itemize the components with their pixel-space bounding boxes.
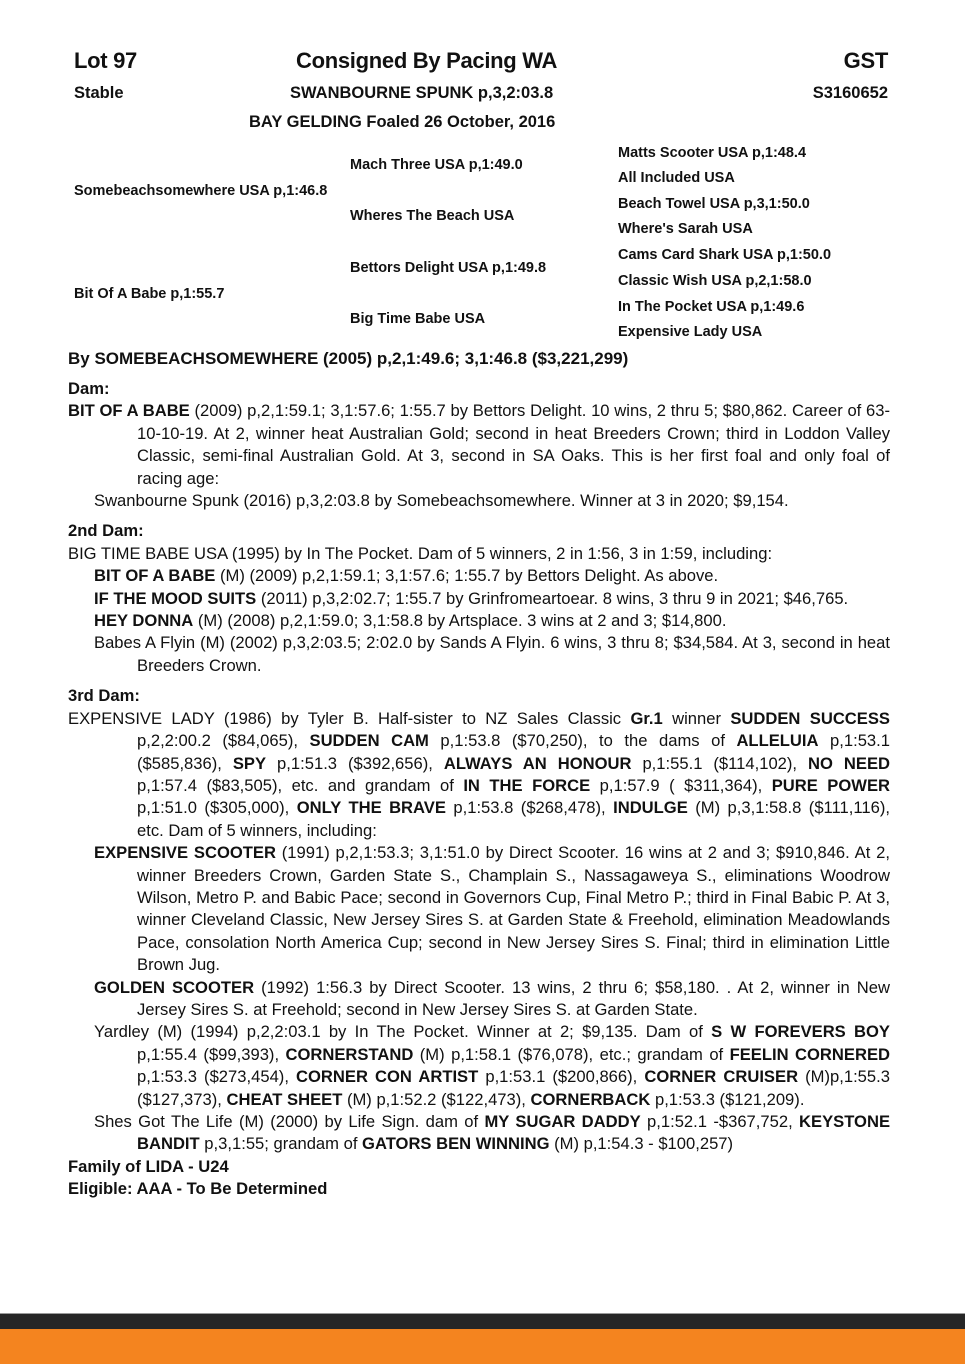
- horse-name: SWANBOURNE SPUNK p,3,2:03.8: [290, 84, 554, 102]
- horse-name-bold: ALWAYS AN HONOUR: [443, 753, 632, 773]
- dam3-entry: [68, 977, 890, 1022]
- family-line: Family of LIDA - U24: [68, 1156, 229, 1176]
- pedigree-gen3: Cams Card Shark USA p,1:50.0: [618, 247, 832, 263]
- horse-name-bold: CHEAT SHEET: [226, 1089, 343, 1109]
- dam2-entry: Babes A Flyin (M) (2002) p,3,2:03.5; 2:02.0 by Sands A Flyin. 6 wins, 3 thru 8; $34,584. At 3, second in heat Breeders Crown.: [94, 633, 890, 675]
- text-run: Shes Got The Life (M) (2000) by Life Sign. dam of: [94, 1112, 485, 1131]
- dam2-entry: IF THE MOOD SUITS (2011) p,3,2:02.7; 1:55.7 by Grinfromeartoear. 8 wins, 3 thru 9 in 2021; $46,765.: [94, 588, 849, 608]
- text-run: p,1:55.1 ($114,102),: [631, 753, 809, 773]
- footer-dark-band: [0, 1313, 965, 1330]
- pedigree-gen2: Bettors Delight USA p,1:49.8: [350, 260, 547, 276]
- text-run: p,1:52.1 -$367,752,: [640, 1112, 800, 1131]
- text-run: p,1:53.3 ($273,454),: [137, 1067, 297, 1087]
- text-run: p,1:55.4 ($99,393),: [137, 1044, 286, 1064]
- text-run: p,3,1:55; grandam of: [199, 1134, 363, 1154]
- horse-name-bold: CORNERBACK: [530, 1089, 651, 1109]
- text-run: p,1:53.8 ($268,478),: [445, 798, 614, 818]
- dam-foal: Swanbourne Spunk (2016) p,3,2:03.8 by Somebeachsomewhere. Winner at 3 in 2020; $9,154.: [94, 491, 789, 511]
- dam3-entry: [68, 1111, 890, 1156]
- horse-description: BAY GELDING Foaled 26 October, 2016: [249, 113, 556, 131]
- horse-name-bold: MY SUGAR DADDY: [484, 1112, 641, 1131]
- pedigree-gen2: Big Time Babe USA: [350, 311, 486, 327]
- text-run: p,1:51.0 ($305,000),: [137, 798, 297, 818]
- text-run: p,1:57.4 ($83,505), etc. and grandam of: [137, 775, 464, 795]
- text-run: (M) p,3,1:58.8 ($111,116), etc. Dam of 5 winners, including:: [137, 798, 890, 840]
- pedigree-gen2: Wheres The Beach USA: [350, 208, 515, 224]
- horse-name-bold: GOLDEN SCOOTER: [94, 977, 255, 997]
- lot-number: Lot 97: [74, 48, 137, 73]
- text-run: p,1:53.1 ($200,866),: [478, 1067, 645, 1087]
- text-run: (M) p,1:54.3 - $100,257): [549, 1134, 734, 1154]
- text-run: p,1:51.3 ($392,656),: [266, 753, 444, 773]
- dam2-heading: 2nd Dam:: [68, 521, 144, 541]
- text-run: EXPENSIVE LADY (1986) by Tyler B. Half-sister to NZ Sales Classic: [68, 708, 631, 728]
- location: Stable: [74, 84, 124, 102]
- text-run: (1991) p,2,1:53.3; 3,1:51.0 by Direct Scooter. 16 wins at 2 and 3; $910,846. At 2, winner Breeders Crown, Garden State S., Champlain S., Nassagaweya S., eliminations Woodrow Wilson, Metro P. and Babic Pace; second in Governors Cup, Final Metro P.; third in Final Babic P. At 3, winner Cleveland Classic, New Jersey Sires S. at Garden State & Freehold, elimination Meadowlands Pace, consolation North America Cup; second in New Jersey Sires S. Final; third in elimination Little Brown Jug.: [137, 843, 890, 975]
- dam-name: BIT OF A BABE: [68, 401, 190, 421]
- horse-name-bold: GATORS BEN WINNING: [362, 1134, 550, 1154]
- horse-name-bold: PURE POWER: [771, 775, 890, 795]
- eligibility-line: Eligible: AAA - To Be Determined: [68, 1179, 328, 1199]
- pedigree-sire: Somebeachsomewhere USA p,1:46.8: [74, 183, 328, 199]
- horse-name-bold: ONLY THE BRAVE: [296, 798, 446, 818]
- horse-name-bold: SUDDEN SUCCESS: [730, 708, 890, 728]
- pedigree-gen3: In The Pocket USA p,1:49.6: [618, 299, 805, 315]
- dam2-intro: BIG TIME BABE USA (1995) by In The Pocket. Dam of 5 winners, 2 in 1:56, 3 in 1:59, including:: [68, 543, 773, 563]
- horse-name-bold: CORNER CON ARTIST: [296, 1067, 479, 1087]
- dam2-entry: HEY DONNA (M) (2008) p,2,1:59.0; 3,1:58.8 by Artsplace. 3 wins at 2 and 3; $14,800.: [94, 611, 727, 631]
- dam2-entry: BIT OF A BABE (M) (2009) p,2,1:59.1; 3,1:57.6; 1:55.7 by Bettors Delight. As above.: [94, 566, 719, 586]
- horse-name-bold: EXPENSIVE SCOOTER: [94, 843, 276, 863]
- text-run: (M) p,1:52.2 ($122,473),: [342, 1089, 531, 1109]
- dam3-entry: [68, 1021, 890, 1111]
- text-run: p,1:53.3 ($121,209).: [650, 1089, 805, 1109]
- horse-name-bold: S W FOREVERS BOY: [711, 1022, 890, 1042]
- text-run: p,2,2:00.2 ($84,065),: [137, 731, 310, 751]
- footer-orange-band: [0, 1329, 965, 1364]
- text-run: Yardley (M) (1994) p,2,2:03.1 by In The Pocket. Winner at 2; $9,135. Dam of: [94, 1022, 712, 1042]
- gst-label: GST: [843, 48, 888, 73]
- text-run: p,1:53.1 ($585,836),: [137, 731, 890, 773]
- pedigree-gen2: Mach Three USA p,1:49.0: [350, 157, 523, 173]
- horse-name-bold: IN THE FORCE: [463, 775, 591, 795]
- horse-name-bold: NO NEED: [808, 753, 891, 773]
- text-run: winner: [662, 708, 731, 728]
- pedigree-gen3: Expensive Lady USA: [618, 324, 763, 340]
- horse-name-bold: KEYSTONE BANDIT: [137, 1112, 891, 1154]
- dam3-intro: [68, 708, 890, 842]
- horse-code: S3160652: [812, 84, 888, 102]
- text-run: p,1:57.9 ( $311,364),: [590, 775, 772, 795]
- horse-name-bold: SUDDEN CAM: [309, 731, 429, 751]
- maternal-family: [68, 378, 890, 1201]
- horse-name-bold: SPY: [232, 753, 267, 773]
- horse-name-bold: ALLELUIA: [736, 731, 819, 751]
- horse-name-bold: CORNERSTAND: [285, 1044, 414, 1064]
- pedigree-gen3: Classic Wish USA p,2,1:58.0: [618, 273, 812, 289]
- consignor: Consigned By Pacing WA: [296, 48, 558, 73]
- pedigree-gen3: Matts Scooter USA p,1:48.4: [618, 145, 807, 161]
- dam-heading: Dam:: [68, 379, 110, 398]
- text-run: (M) p,1:58.1 ($76,078), etc.; grandam of: [413, 1044, 730, 1064]
- dam3-entry: [68, 842, 890, 976]
- horse-name-bold: CORNER CRUISER: [644, 1067, 799, 1087]
- text-run: (1992) 1:56.3 by Direct Scooter. 13 wins, 2 thru 6; $58,180. . At 2, winner in New Jersey Sires S. at Freehold; second in New Jersey Sires S. at Garden State.: [137, 977, 890, 1019]
- horse-name-bold: INDULGE: [613, 798, 688, 818]
- horse-name-bold: FEELIN CORNERED: [729, 1044, 890, 1064]
- dam-entry: BIT OF A BABE (2009) p,2,1:59.1; 3,1:57.6; 1:55.7 by Bettors Delight. 10 wins, 2 thru 5; $80,862. Career of 63-10-10-19. At 2, winner heat Australian Gold; second in heat Breeders Crown; third in Loddon Valley Classic, semi-final Australian Gold. At 3, second in SA Oaks. This is her first foal and only foal of racing age:: [68, 401, 891, 488]
- pedigree-gen3: Beach Towel USA p,3,1:50.0: [618, 196, 810, 212]
- horse-name-bold: Gr.1: [630, 708, 663, 728]
- dam3-heading: 3rd Dam:: [68, 686, 140, 706]
- pedigree-gen3: Where's Sarah USA: [618, 221, 753, 237]
- sire-summary: By SOMEBEACHSOMEWHERE (2005) p,2,1:49.6; 3,1:46.8 ($3,221,299): [68, 349, 629, 368]
- pedigree-gen3: All Included USA: [618, 170, 735, 186]
- text-run: p,1:53.8 ($70,250), to the dams of: [428, 731, 737, 751]
- pedigree-dam: Bit Of A Babe p,1:55.7: [74, 286, 225, 302]
- text-run: (M)p,1:55.3 ($127,373),: [137, 1067, 890, 1109]
